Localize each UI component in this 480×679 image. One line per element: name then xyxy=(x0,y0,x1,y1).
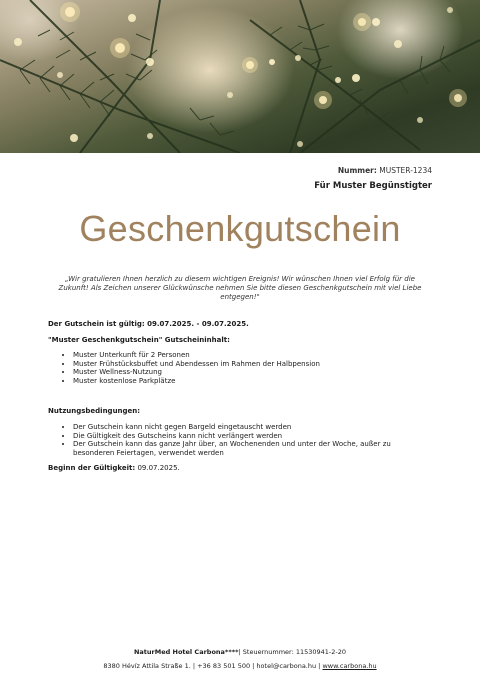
contents-heading: "Muster Geschenkgutschein" Gutscheininhalt: xyxy=(48,336,230,344)
voucher-title: Geschenkgutschein xyxy=(79,208,401,249)
validity-start-value: 09.07.2025. xyxy=(137,464,180,472)
voucher-number-value: MUSTER-1234 xyxy=(379,166,432,175)
voucher-number-label: Nummer: xyxy=(337,166,377,175)
list-item: • Der Gutschein kann das ganze Jahr über, an Wochenenden und unter der Woche, außer zu besonderen Feiertagen, verwendet werden xyxy=(73,440,433,457)
contact-details: 8380 Hévíz Attila Straße 1. | +36 83 501 500 | hotel@carbona.hu | xyxy=(103,662,321,670)
terms-list xyxy=(48,423,433,457)
footer-company-line xyxy=(0,648,480,656)
tax-number: | Steuernummer: 11530941-2-20 xyxy=(238,648,347,656)
footer-contact-line xyxy=(0,662,480,670)
voucher-number xyxy=(338,166,432,175)
list-item: • Muster Wellness-Nutzung xyxy=(73,368,463,377)
contents-list xyxy=(48,351,463,385)
validity-start xyxy=(48,464,180,473)
terms-heading: Nutzungsbedingungen: xyxy=(48,407,141,415)
list-item: • Muster Unterkunft für 2 Personen xyxy=(73,351,463,360)
greeting-quote: „Wir gratulieren Ihnen herzlich zu diesem wichtigen Ereignis! Wir wünschen Ihnen viel Erfolg für die Zukunft! Als Zeichen unserer Glückwünsche nehmen Sie bitte diesen Geschenkgutschein mit viel Liebe entgegen!" xyxy=(58,275,422,301)
beneficiary: Für Muster Begünstigter xyxy=(314,181,432,191)
validity-start-label: Beginn der Gültigkeit: xyxy=(48,464,136,472)
validity-period: Der Gutschein ist gültig: 09.07.2025. - 09.07.2025. xyxy=(48,320,249,328)
list-item: • Muster Frühstücksbuffet und Abendessen im Rahmen der Halbpension xyxy=(73,360,463,369)
list-item: • Muster kostenlose Parkplätze xyxy=(73,377,463,386)
hotel-name: NaturMed Hotel Carbona**** xyxy=(133,648,239,656)
list-item: • Die Gültigkeit des Gutscheins kann nicht verlängert werden xyxy=(73,432,433,441)
list-item: • Der Gutschein kann nicht gegen Bargeld eingetauscht werden xyxy=(73,423,433,432)
website-link[interactable]: www.carbona.hu xyxy=(322,662,377,670)
christmas-tree-branches-illustration xyxy=(0,0,480,153)
header-photo-christmas-tree xyxy=(0,0,480,153)
